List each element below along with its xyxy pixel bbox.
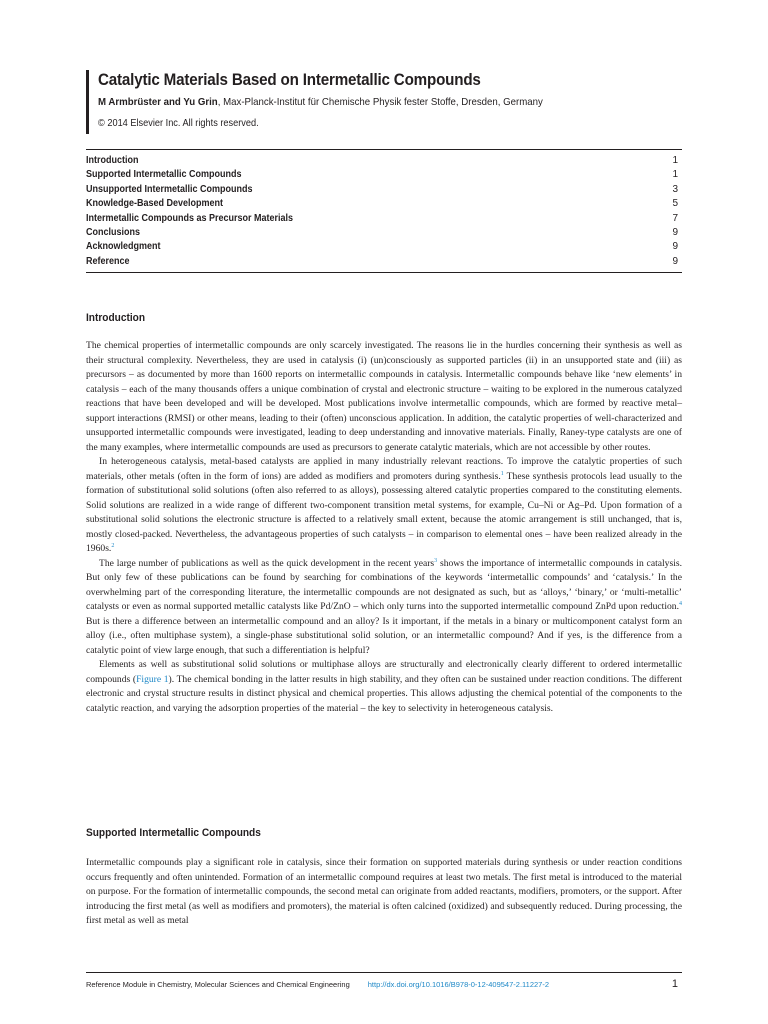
affiliation: , Max-Planck-Institut für Chemische Physik fester Stoffe, Dresden, Germany [217, 96, 543, 108]
toc-page: 7 [672, 212, 678, 224]
toc-page: 3 [672, 183, 678, 195]
table-of-contents [86, 149, 682, 273]
toc-item-precursor[interactable] [86, 212, 682, 226]
toc-page: 1 [672, 169, 678, 181]
article-title: Catalytic Materials Based on Intermetallic Compounds [98, 71, 481, 89]
page-number: 1 [671, 978, 678, 990]
toc-item-unsupported[interactable] [86, 183, 682, 197]
toc-label: Knowledge-Based Development [86, 198, 224, 210]
text-span: The large number of publications as well as the quick development in the recent years [99, 557, 435, 569]
toc-page: 9 [672, 241, 678, 253]
text-span: But is there a difference between an intermetallic compound and an alloy? Is it important, if the metals in a binary or multicomponent catalyst form an alloy (i.e., often multiphase system), a single-phase substitutional solid solution, or an intermetallic compound? And if yes, is the difference from a catalytic point of view large enough, that such a differentiation is helpful? [86, 615, 682, 656]
page-footer [86, 978, 682, 990]
author-names: M Armbrüster and Yu Grin [98, 96, 218, 108]
toc-page: 9 [672, 227, 678, 239]
paragraph: Intermetallic compounds play a significant role in catalysis, since their formation on supported materials during synthesis or under reaction conditions occurs frequently and often unintended. Formation of an intermetallic compound requires at least two metals. The first metal is introduced to the material on purpose. For the formation of intermetallic compounds, the second metal can originate from added reactants, modifiers, promoters, or the support. After introducing the first metal (as well as modifiers and promoters), the material is often calcined (oxidized) and subsequently reduced. During processing, the first metal as well as metal [86, 857, 682, 926]
footer-journal: Reference Module in Chemistry, Molecular Sciences and Chemical Engineering [86, 979, 350, 989]
toc-label: Supported Intermetallic Compounds [86, 169, 242, 181]
citation-ref[interactable]: 1 [500, 470, 504, 477]
toc-label: Introduction [86, 155, 139, 166]
toc-item-reference[interactable] [86, 255, 682, 269]
citation-ref[interactable]: 4 [679, 600, 682, 607]
footer-divider [86, 972, 682, 973]
paragraph [86, 455, 682, 557]
section-heading-supported: Supported Intermetallic Compounds [86, 827, 261, 839]
text-span: ). The chemical bonding in the latter results in high stability, and they often can be sustained under reaction conditions. The different electronic and crystal structure results in distinct physical and chemical properties. This allows adjusting the chemical potential of the components to the catalytic reaction, and varying the adsorption properties of the material – the key to selectivity in heterogeneous catalysis. [86, 673, 682, 714]
text-span: Elements as well as substitutional solid solutions or multiphase alloys are structurally and electronically clearly different to ordered intermetallic compounds ( [86, 659, 682, 685]
toc-page: 1 [672, 155, 678, 166]
article-header [86, 70, 686, 134]
citation-ref[interactable]: 2 [111, 542, 115, 549]
toc-item-acknowledgment[interactable] [86, 240, 682, 254]
paragraph: The chemical properties of intermetallic compounds are only scarcely investigated. The reasons lie in the hurdles concerning their synthesis as well as their structural complexity. Nevertheless, they are used in catalysis (i) (un)consciously as supported particles (ii) in an unsupported state and (iii) as precursors – as documented by more than 1600 reports on intermetallic compounds in catalysis. Intermetallic compounds behave like ‘new elements’ in catalysis – each of the many thousands offers a unique combination of crystal and electronic structure – waiting to be explored in the numerous catalyzed reactions that have been developed and will be developed. Most publications involve intermetallic compounds, which are formed by reactive metal–support interactions (RMSI) or other means, leading to their (often) unconscious application. In addition, the catalytic properties of well-characterized and unsupported intermetallic compounds were investigated, leading to deep understanding and innovative materials. Finally, Raney-type catalysts are one of the many examples, where intermetallic compounds are used as precursors to generate catalytic materials, which are not accessible by other routes. [86, 340, 682, 453]
toc-label: Unsupported Intermetallic Compounds [86, 183, 253, 195]
text-span: shows the importance of intermetallic compounds in catalysis. But only few of these publications can be found by searching for combinations of the keywords ‘intermetallic compounds’ and ‘catalysis.’ In the overwhelming part of the corresponding literature, the intermetallic compounds are not designated as such, but as ‘alloys,’ ‘binary,’ or ‘multi-metallic’ catalysts or even as normal supported metallic catalysts like Pd/ZnO – which only turns into the supported intermetallic compound ZnPd upon reduction. [86, 557, 682, 612]
section-heading-introduction: Introduction [86, 312, 146, 324]
toc-item-conclusions[interactable] [86, 226, 682, 240]
author-line [98, 95, 639, 109]
text-span: In heterogeneous catalysis, metal-based catalysts are applied in many industrially relevant reactions. To improve the catalytic properties of such materials, other metals (often in the form of ions) are added as modifiers and promoters during synthesis. [86, 456, 682, 482]
toc-label: Reference [86, 255, 130, 267]
toc-item-introduction[interactable] [86, 154, 682, 168]
introduction-body [86, 339, 682, 716]
paragraph [86, 557, 682, 659]
toc-label: Intermetallic Compounds as Precursor Materials [86, 212, 294, 224]
doi-link[interactable]: http://dx.doi.org/10.1016/B978-0-12-409547-2.11227-2 [367, 979, 549, 989]
citation-ref[interactable]: 3 [434, 557, 438, 564]
toc-item-supported[interactable] [86, 168, 682, 182]
paragraph [86, 658, 682, 716]
figure-link[interactable]: Figure 1 [136, 673, 169, 685]
toc-page: 9 [672, 255, 678, 267]
supported-body [86, 856, 682, 929]
toc-label: Acknowledgment [86, 241, 161, 253]
toc-label: Conclusions [86, 227, 141, 239]
toc-page: 5 [672, 198, 678, 210]
text-span: These synthesis protocols lead usually to the formation of substitutional solid solutions (often also referred to as alloys), possessing altered catalytic properties compared to the constituting elements. Solid solutions are realized in a wide range of different two-component transition metal systems, for example, Cu–Ni or Ag–Pd. Upon formation of a substitutional solid solutions the electronic structure is affected to a relatively small extent, because the atomic arrangement is still unchanged, that is, mostly closed-packed. Nevertheless, the advantageous properties of such catalysts – in comparison to elemental ones – have been realized already in the 1960s. [86, 470, 682, 554]
toc-item-knowledge[interactable] [86, 197, 682, 211]
copyright: © 2014 Elsevier Inc. All rights reserved. [98, 118, 259, 129]
